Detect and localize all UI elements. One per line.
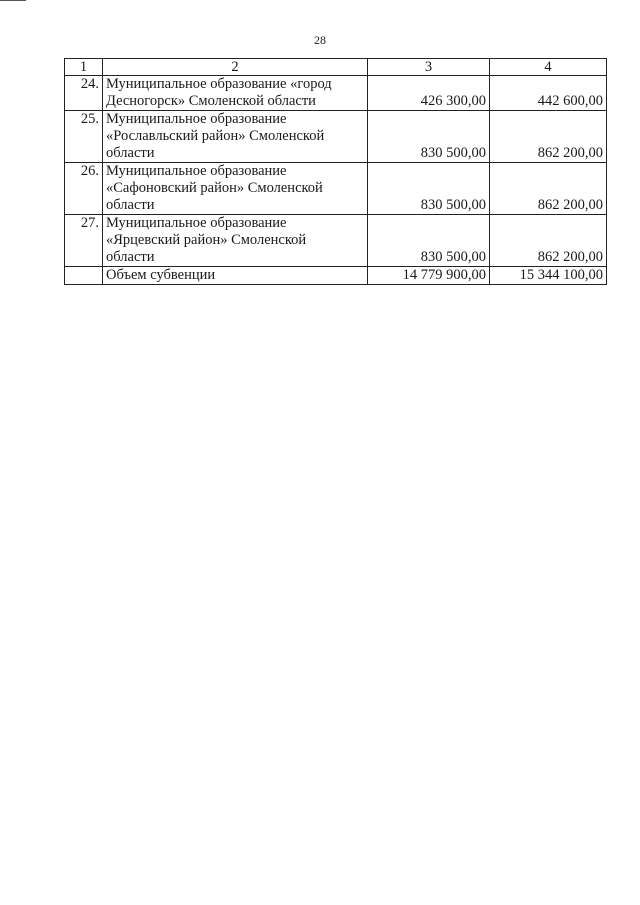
amount-col-3: 830 500,00 <box>368 163 490 215</box>
municipality-name: Муниципальное образование «Рославльский район» Смоленской области <box>103 111 368 163</box>
table-row <box>65 111 607 163</box>
page-number: 28 <box>314 33 326 47</box>
amount-col-3: 426 300,00 <box>368 76 490 111</box>
total-col-4: 15 344 100,00 <box>490 267 607 285</box>
header-col-2: 2 <box>103 59 368 76</box>
row-number: 25. <box>65 111 103 163</box>
amount-col-4: 442 600,00 <box>490 76 607 111</box>
municipality-name: Муниципальное образование «город Десногорск» Смоленской области <box>103 76 368 111</box>
scan-edge-mark <box>0 0 26 1</box>
table-header-row <box>65 59 607 76</box>
amount-col-4: 862 200,00 <box>490 163 607 215</box>
table-row <box>65 76 607 111</box>
row-number: 24. <box>65 76 103 111</box>
header-col-1: 1 <box>65 59 103 76</box>
amount-col-4: 862 200,00 <box>490 111 607 163</box>
table-row <box>65 215 607 267</box>
header-col-4: 4 <box>490 59 607 76</box>
row-number: 27. <box>65 215 103 267</box>
header-col-3: 3 <box>368 59 490 76</box>
amount-col-3: 830 500,00 <box>368 111 490 163</box>
municipality-name: Муниципальное образование «Ярцевский район» Смоленской области <box>103 215 368 267</box>
table-row <box>65 163 607 215</box>
amount-col-3: 830 500,00 <box>368 215 490 267</box>
total-label: Объем субвенции <box>103 267 368 285</box>
amount-col-4: 862 200,00 <box>490 215 607 267</box>
row-number: 26. <box>65 163 103 215</box>
subsidy-table <box>64 58 607 285</box>
total-col-3: 14 779 900,00 <box>368 267 490 285</box>
municipality-name: Муниципальное образование «Сафоновский район» Смоленской области <box>103 163 368 215</box>
total-empty-cell <box>65 267 103 285</box>
total-row <box>65 267 607 285</box>
